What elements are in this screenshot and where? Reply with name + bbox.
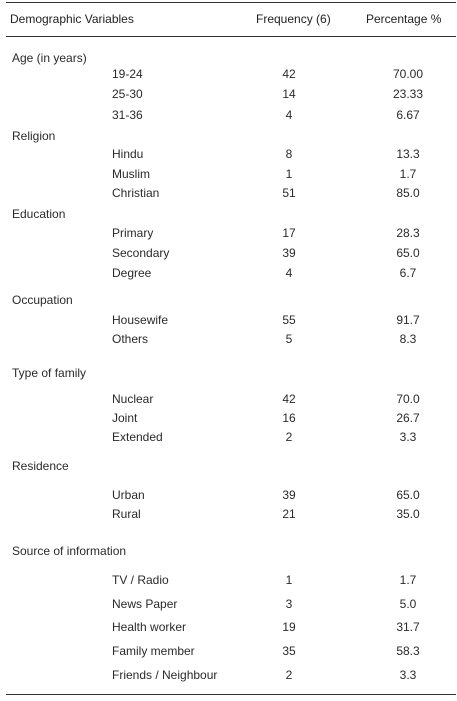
- table-row: [6, 411, 456, 427]
- row-percentage: 65.0: [396, 488, 420, 502]
- bottom-rule: [6, 694, 456, 695]
- table-row: [6, 313, 456, 329]
- row-percentage: 23.33: [392, 87, 424, 101]
- row-frequency: 55: [282, 313, 296, 327]
- row-percentage: 65.0: [396, 246, 420, 260]
- row-percentage: 31.7: [396, 620, 420, 634]
- table-row: [6, 266, 456, 282]
- row-frequency: 1: [285, 167, 293, 181]
- row-frequency: 19: [282, 620, 296, 634]
- row-frequency: 16: [282, 411, 296, 425]
- top-rule: [6, 2, 456, 3]
- category-type-of-family: Type of family: [12, 366, 87, 380]
- row-percentage: 3.3: [399, 668, 417, 682]
- row-label: Friends / Neighbour: [112, 668, 218, 682]
- row-label: 25-30: [112, 87, 143, 101]
- table-row: [6, 167, 456, 183]
- header-frequency: Frequency (6): [256, 12, 331, 26]
- row-label: Christian: [112, 186, 160, 200]
- table-row: [6, 186, 456, 202]
- table-row: [6, 644, 456, 660]
- row-percentage: 1.7: [399, 573, 417, 587]
- table-row: [6, 246, 456, 262]
- row-frequency: 3: [285, 597, 293, 611]
- row-frequency: 39: [282, 246, 296, 260]
- row-label: Extended: [112, 430, 163, 444]
- row-frequency: 1: [285, 573, 293, 587]
- row-percentage: 8.3: [399, 332, 417, 346]
- demographic-table: [6, 0, 456, 701]
- row-percentage: 70.00: [392, 67, 424, 81]
- row-label: Health worker: [112, 620, 187, 634]
- row-label: Housewife: [112, 313, 169, 327]
- category-religion: Religion: [12, 129, 56, 143]
- row-label: Nuclear: [112, 392, 154, 406]
- category-source-of-information: Source of information: [12, 544, 127, 558]
- header-percentage: Percentage %: [366, 12, 442, 26]
- table-row: [6, 226, 456, 242]
- row-percentage: 58.3: [396, 644, 420, 658]
- table-row: [6, 597, 456, 613]
- row-label: Primary: [112, 226, 154, 240]
- category-residence: Residence: [12, 459, 69, 473]
- table-row: [6, 573, 456, 589]
- row-label: Urban: [112, 488, 145, 502]
- row-percentage: 3.3: [399, 430, 417, 444]
- row-label: Family member: [112, 644, 195, 658]
- row-label: Hindu: [112, 147, 144, 161]
- row-label: Secondary: [112, 246, 170, 260]
- row-frequency: 21: [282, 507, 296, 521]
- table-row: [6, 488, 456, 504]
- row-label: Others: [112, 332, 149, 346]
- table-row: [6, 87, 456, 103]
- table-row: [6, 430, 456, 446]
- row-frequency: 2: [285, 668, 293, 682]
- table-row: [6, 67, 456, 83]
- header-rule: [6, 36, 456, 37]
- row-percentage: 6.67: [396, 108, 420, 122]
- row-frequency: 17: [282, 226, 296, 240]
- row-frequency: 8: [285, 147, 293, 161]
- row-frequency: 42: [282, 67, 296, 81]
- row-percentage: 85.0: [396, 186, 420, 200]
- row-label: Muslim: [112, 167, 150, 181]
- table-row: [6, 108, 456, 124]
- row-frequency: 4: [285, 266, 293, 280]
- table-row: [6, 507, 456, 523]
- category-occupation: Occupation: [12, 293, 73, 307]
- table-row: [6, 332, 456, 348]
- row-frequency: 42: [282, 392, 296, 406]
- row-percentage: 91.7: [396, 313, 420, 327]
- row-label: Joint: [112, 411, 138, 425]
- row-percentage: 26.7: [396, 411, 420, 425]
- row-frequency: 2: [285, 430, 293, 444]
- row-percentage: 35.0: [396, 507, 420, 521]
- row-label: TV / Radio: [112, 573, 169, 587]
- row-percentage: 5.0: [399, 597, 417, 611]
- row-percentage: 70.0: [396, 392, 420, 406]
- table-row: [6, 392, 456, 408]
- row-frequency: 39: [282, 488, 296, 502]
- row-label: Rural: [112, 507, 141, 521]
- row-frequency: 5: [285, 332, 293, 346]
- row-percentage: 1.7: [399, 167, 417, 181]
- row-frequency: 51: [282, 186, 296, 200]
- row-label: 31-36: [112, 108, 143, 122]
- table-row: [6, 620, 456, 636]
- category-age: Age (in years): [12, 51, 87, 65]
- row-frequency: 4: [285, 108, 293, 122]
- row-label: News Paper: [112, 597, 178, 611]
- row-label: Degree: [112, 266, 152, 280]
- row-percentage: 6.7: [399, 266, 417, 280]
- row-percentage: 28.3: [396, 226, 420, 240]
- header-demographic-variables: Demographic Variables: [10, 12, 134, 26]
- row-percentage: 13.3: [396, 147, 420, 161]
- row-frequency: 14: [282, 87, 296, 101]
- table-row: [6, 147, 456, 163]
- row-label: 19-24: [112, 67, 143, 81]
- row-frequency: 35: [282, 644, 296, 658]
- category-education: Education: [12, 207, 66, 221]
- table-row: [6, 668, 456, 684]
